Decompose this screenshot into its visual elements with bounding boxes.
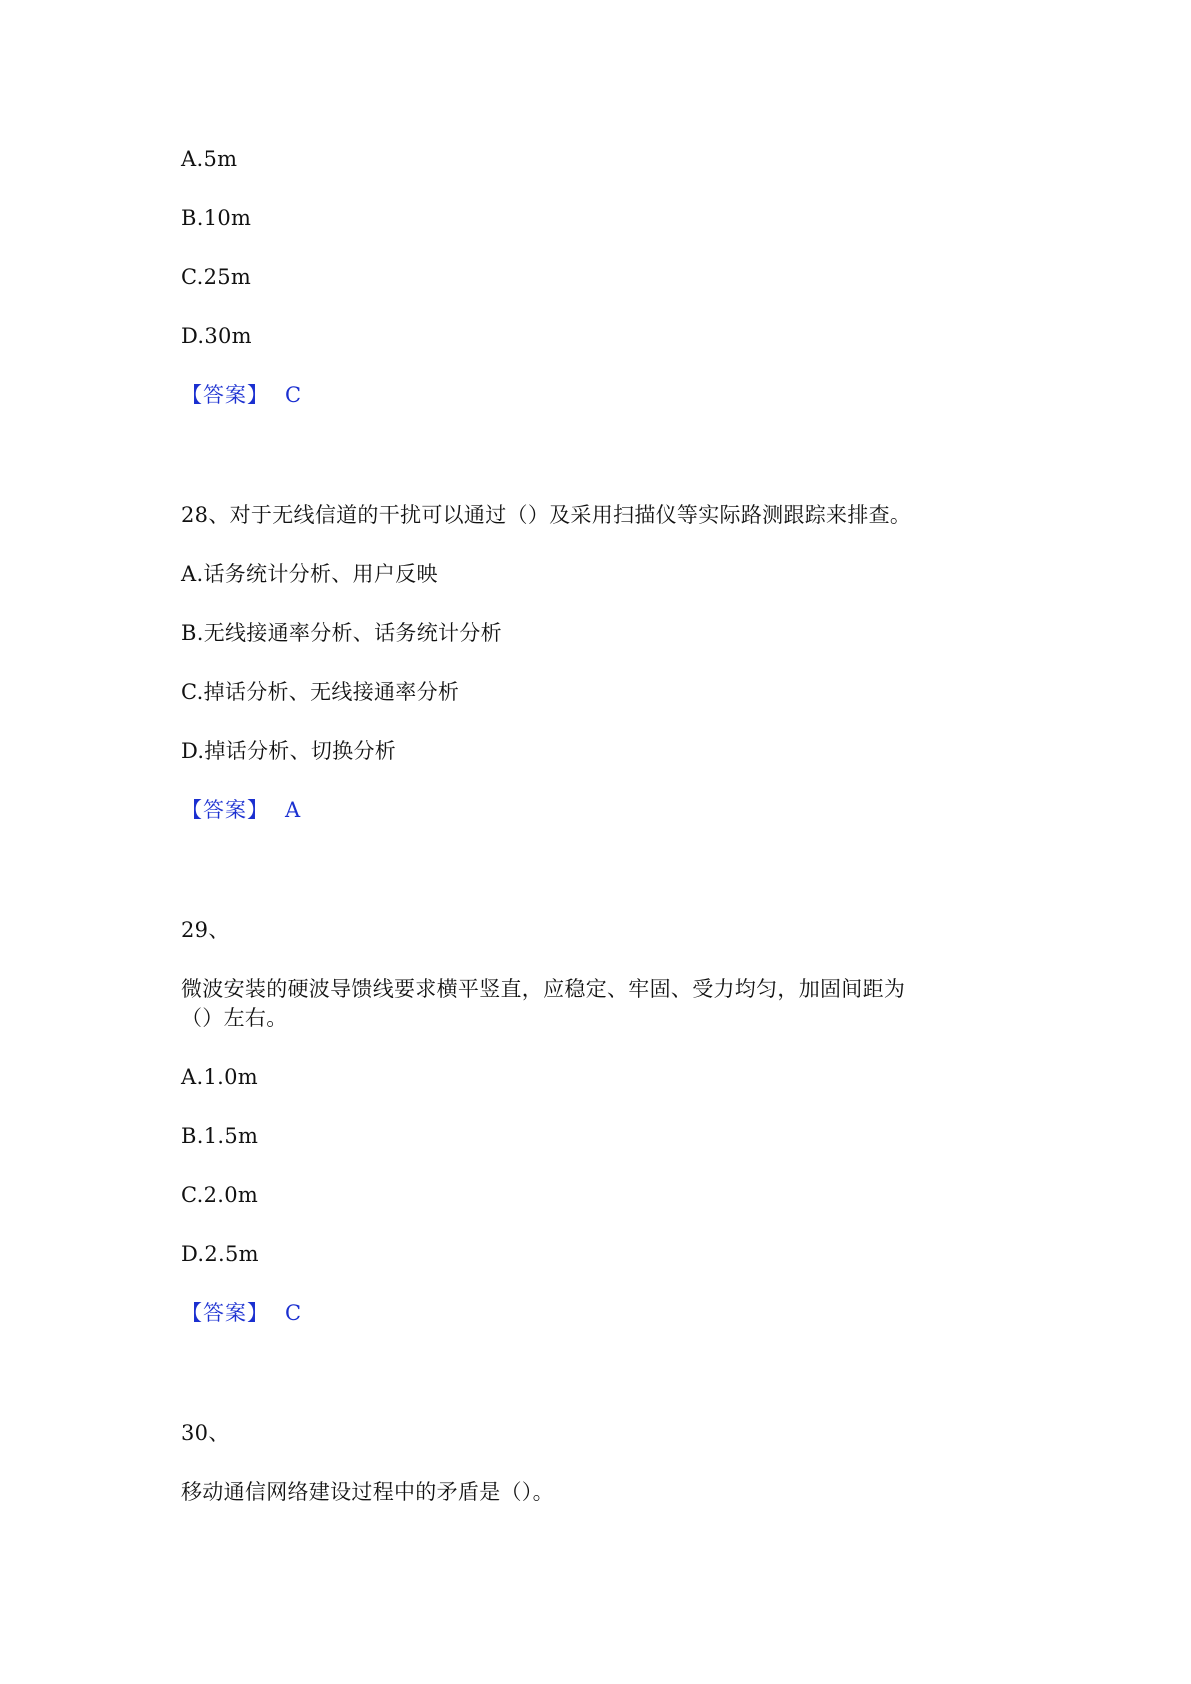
option-c: C.掉话分析、无线接通率分析	[181, 680, 460, 704]
question-stem: 对于无线信道的干扰可以通过（）及采用扫描仪等实际路测跟踪来排查。	[229, 503, 912, 527]
option-a: A.话务统计分析、用户反映	[181, 562, 438, 586]
answer-line	[181, 382, 301, 408]
option-d: D.2.5m	[181, 1242, 259, 1266]
answer-label: 【答案】	[181, 1301, 269, 1325]
option-b: B.10m	[181, 206, 252, 230]
option-b: B.1.5m	[181, 1124, 259, 1148]
option-a: A.5m	[181, 147, 238, 171]
question-number: 28、	[181, 503, 230, 527]
answer-value: A	[285, 798, 301, 822]
option-d: D.30m	[181, 324, 252, 348]
question-stem-line-1: 微波安装的硬波导馈线要求横平竖直，应稳定、牢固、受力均匀，加固间距为	[181, 977, 906, 1001]
question-stem-line-2: （）左右。	[181, 1006, 288, 1030]
question-stem: 移动通信网络建设过程中的矛盾是（）。	[181, 1480, 554, 1504]
answer-line	[181, 1300, 301, 1326]
option-a: A.1.0m	[181, 1065, 258, 1089]
option-b: B.无线接通率分析、话务统计分析	[181, 621, 502, 645]
answer-value: C	[285, 1301, 302, 1325]
answer-label: 【答案】	[181, 798, 269, 822]
answer-value: C	[285, 383, 302, 407]
question-number: 30、	[181, 1421, 230, 1445]
answer-line	[181, 797, 300, 823]
question-number: 29、	[181, 918, 230, 942]
answer-label: 【答案】	[181, 383, 269, 407]
option-c: C.2.0m	[181, 1183, 259, 1207]
question-text	[181, 502, 911, 528]
option-d: D.掉话分析、切换分析	[181, 739, 397, 763]
option-c: C.25m	[181, 265, 252, 289]
